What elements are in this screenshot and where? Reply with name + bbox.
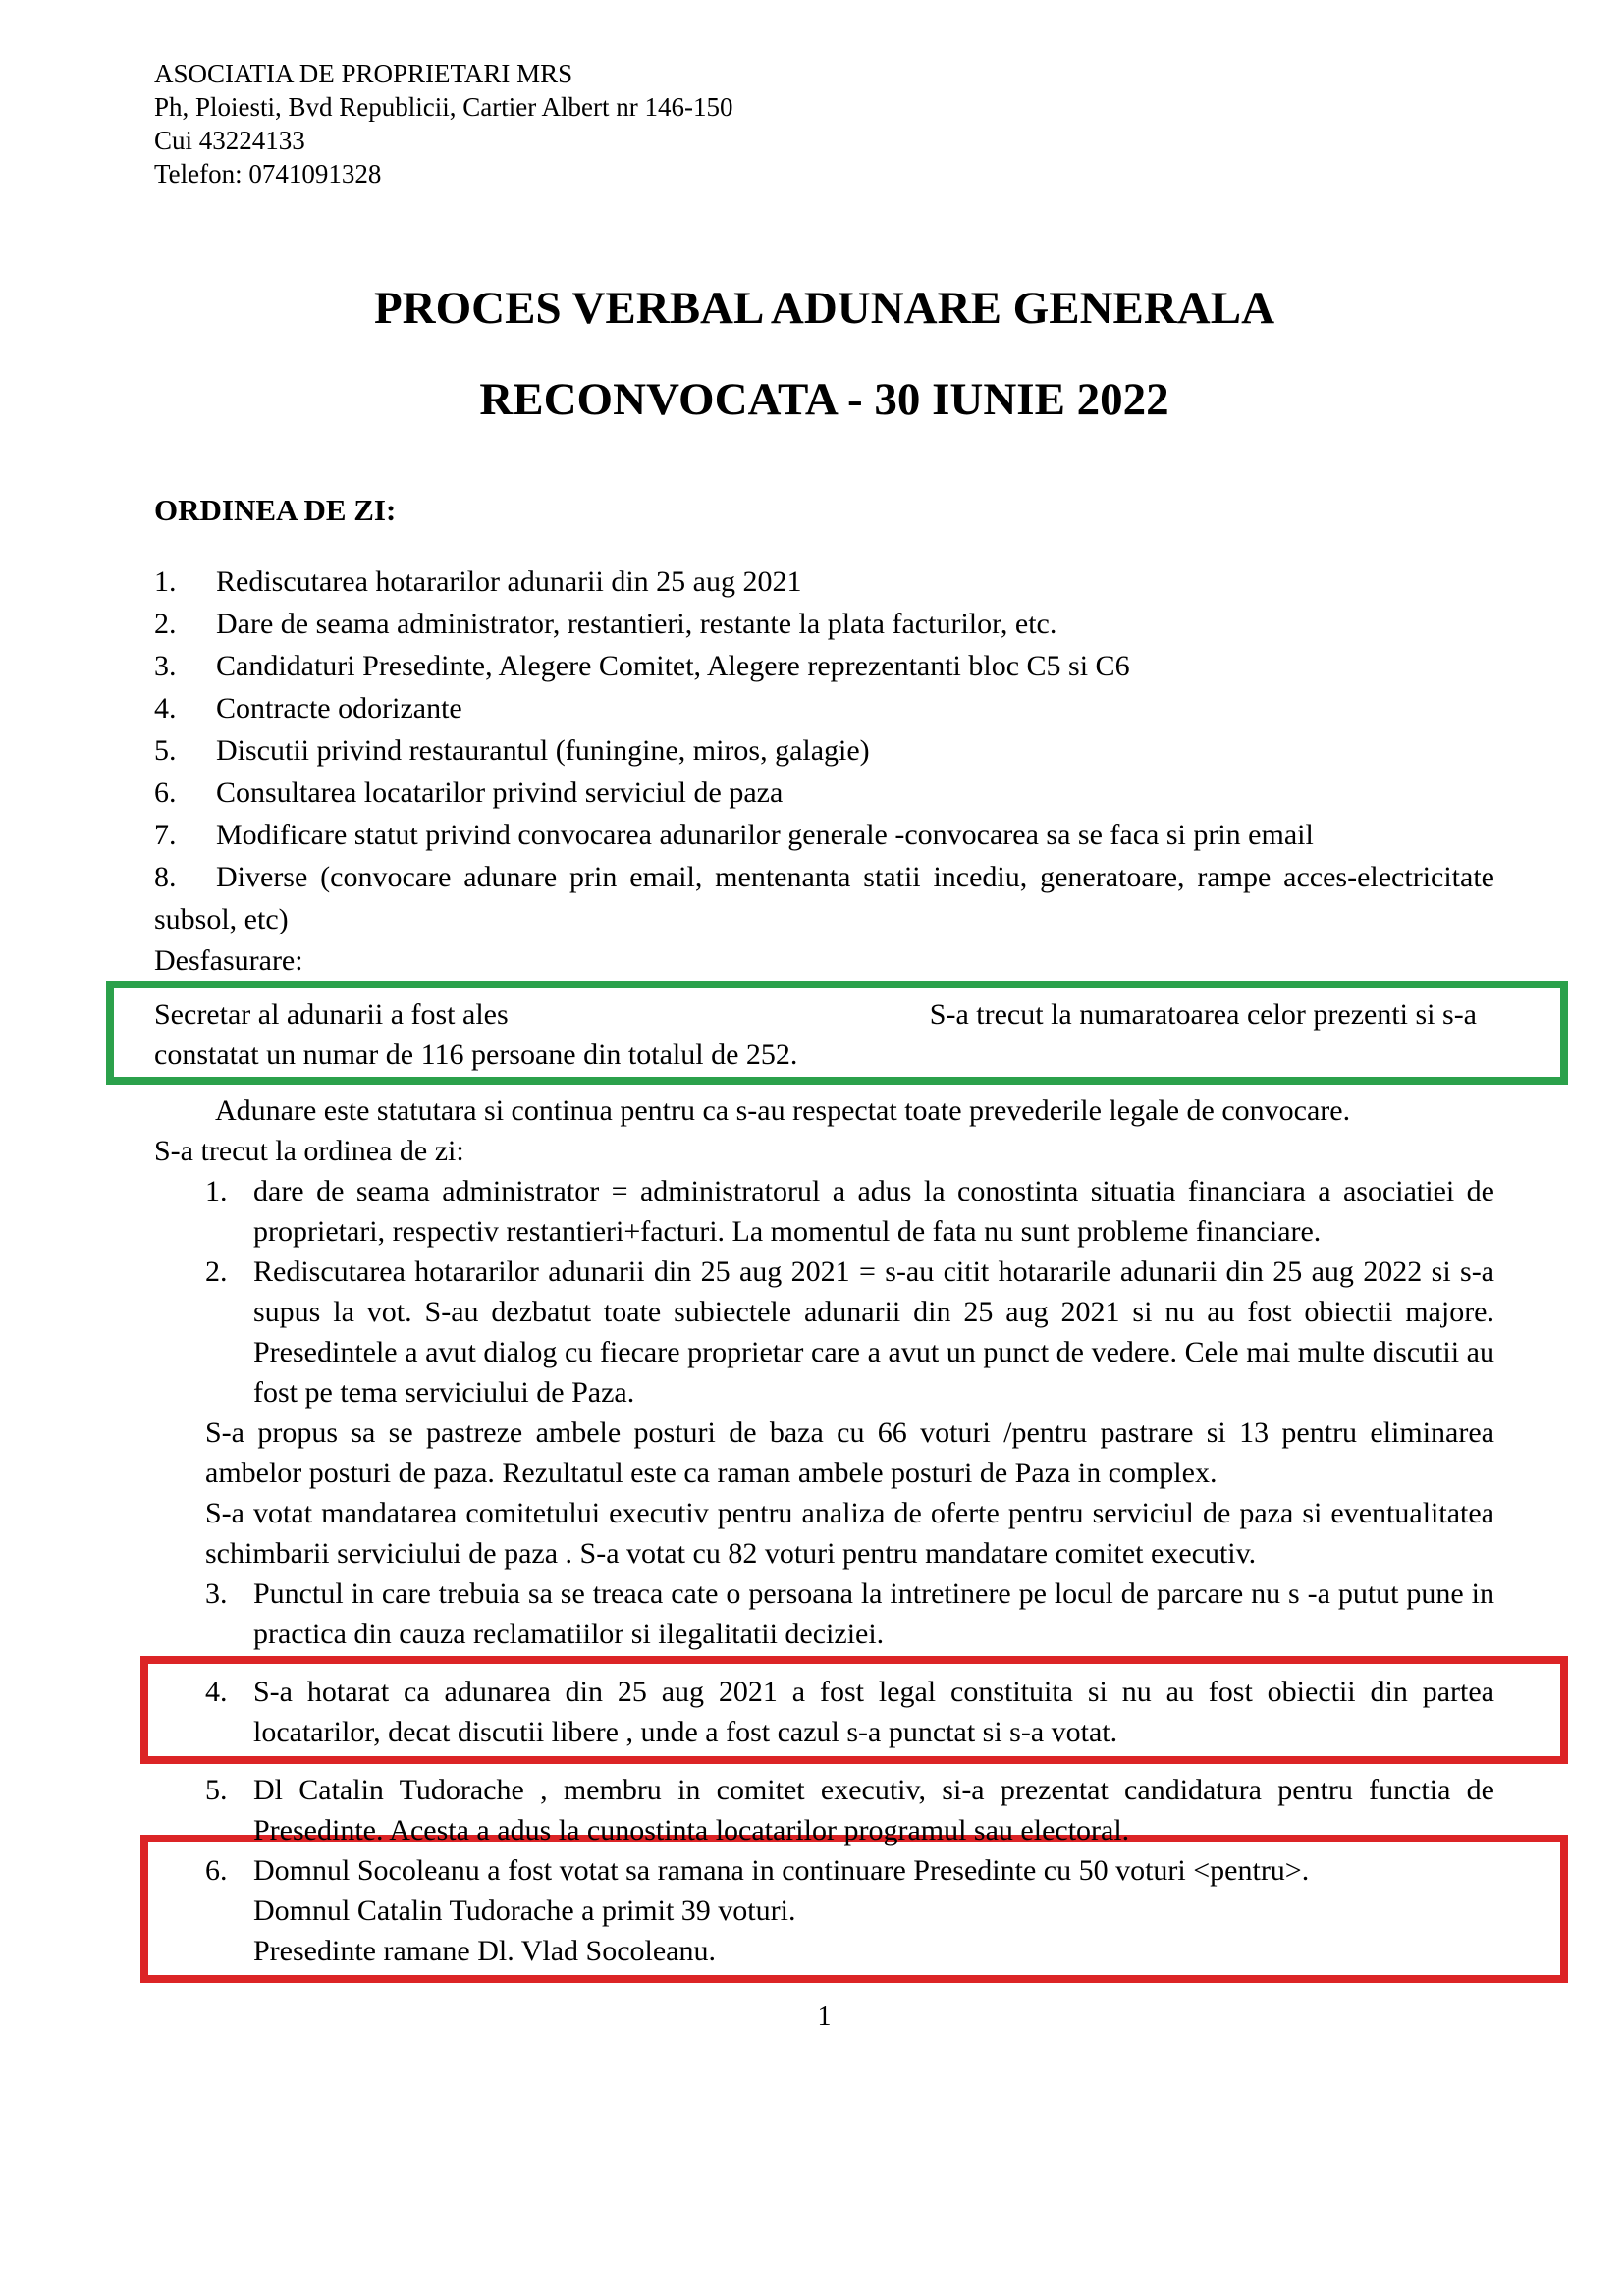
agenda-item xyxy=(154,814,1494,856)
point-text: Punctul in care trebuia sa se treaca cate o persoana la intretinere pe locul de parcare nu s -a putut pune in practica din cauza reclamatiilor si ilegalitatii deciziei. xyxy=(253,1577,1494,1650)
green-highlight-box xyxy=(106,981,1568,1085)
document-title xyxy=(154,281,1494,427)
agenda-item-text: Candidaturi Presedinte, Alegere Comitet, Alegere reprezentanti bloc C5 si C6 xyxy=(216,650,1130,682)
org-address: Ph, Ploiesti, Bvd Republicii, Cartier Albert nr 146-150 xyxy=(154,92,733,122)
agenda-item-text: Dare de seama administrator, restantieri, restante la plata facturilor, etc. xyxy=(216,608,1057,640)
statutory-paragraph: Adunare este statutara si continua pentru ca s-au respectat toate prevederile legale de convocare. xyxy=(215,1095,1351,1127)
point-number: 3. xyxy=(205,1577,228,1610)
attendance-count-text: S-a trecut la numaratoarea celor prezenti si s-a xyxy=(929,998,1477,1031)
attendance-total-text: constatat un numar de 116 persoane din totalul de 252. xyxy=(154,1039,798,1071)
title-line-1: PROCES VERBAL ADUNARE GENERALA xyxy=(373,283,1275,334)
agenda-item-number: 8. xyxy=(154,861,177,893)
green-box-line-1 xyxy=(154,994,1477,1035)
agenda-heading: ORDINEA DE ZI: xyxy=(154,493,397,527)
agenda-item-number: 3. xyxy=(154,650,177,682)
minutes-point xyxy=(205,1574,1494,1654)
agenda-transition-line: S-a trecut la ordinea de zi: xyxy=(154,1135,464,1167)
point-continuation: Presedinte ramane Dl. Vlad Socoleanu. xyxy=(253,1935,716,1967)
minutes-point xyxy=(205,1672,1494,1752)
point-text: Dl Catalin Tudorache , membru in comitet executiv, si-a prezentat candidatura pentru functia de Presedinte. Acesta a adus la cunostinta locatarilor programul sau electoral. xyxy=(253,1774,1494,1846)
agenda-item xyxy=(154,856,1494,940)
agenda-item xyxy=(154,687,1494,729)
point-number: 6. xyxy=(205,1854,228,1887)
red-highlight-box-2 xyxy=(140,1835,1568,1983)
agenda-item xyxy=(154,603,1494,645)
agenda-item-text: Discutii privind restaurantul (funingine, miros, galagie) xyxy=(216,734,870,767)
agenda-item-text: Modificare statut privind convocarea adunarilor generale -convocarea sa se faca si prin email xyxy=(216,819,1314,851)
minutes-point xyxy=(205,1252,1494,1413)
minutes-point xyxy=(205,1770,1494,1850)
secretary-elected-text: Secretar al adunarii a fost ales xyxy=(154,998,509,1031)
org-cui: Cui 43224133 xyxy=(154,126,305,155)
org-name: ASOCIATIA DE PROPRIETARI MRS xyxy=(154,59,573,88)
agenda-item-text: Diverse (convocare adunare prin email, mentenanta statii incediu, generatoare, rampe acces-electricitate subsol, etc) xyxy=(154,861,1494,935)
agenda-item-number: 7. xyxy=(154,819,177,851)
guard-posts-vote-paragraph: S-a propus sa se pastreze ambele posturi de baza cu 66 voturi /pentru pastrare si 13 pentru eliminarea ambelor posturi de paza. Rezultatul este ca raman ambele posturi de Paza in complex. xyxy=(205,1416,1494,1489)
agenda-item xyxy=(154,645,1494,687)
agenda-item-number: 1. xyxy=(154,565,177,598)
agenda-item xyxy=(154,772,1494,814)
point-number: 4. xyxy=(205,1676,228,1708)
page-number: 1 xyxy=(817,2002,832,2032)
point-number: 5. xyxy=(205,1774,228,1806)
agenda-list xyxy=(154,561,1494,940)
agenda-item-number: 2. xyxy=(154,608,177,640)
desfasurare-label: Desfasurare: xyxy=(154,944,303,977)
agenda-item xyxy=(154,729,1494,772)
agenda-item-number: 4. xyxy=(154,692,177,724)
org-phone: Telefon: 0741091328 xyxy=(154,159,382,188)
point-number: 2. xyxy=(205,1255,228,1288)
committee-mandate-paragraph: S-a votat mandatarea comitetului executiv pentru analiza de oferte pentru serviciul de paza si eventualitatea schimbarii serviciului de paza . S-a votat cu 82 voturi pentru mandatare comitet executiv. xyxy=(205,1497,1494,1570)
minutes-point xyxy=(205,1850,1494,1891)
letterhead xyxy=(154,57,1494,190)
point-text: Rediscutarea hotararilor adunarii din 25 aug 2021 = s-au citit hotararile adunarii din 25 aug 2022 si s-a supus la vot. S-au dezbatut toate subiectele adunarii din 25 aug 2021 si nu au fost obiectii majore. Presedintele a avut dialog cu fiecare proprietar care a avut un punct de vedere. Cele mai multe discutii au fost pe tema serviciului de Paza. xyxy=(253,1255,1494,1409)
point-text: Domnul Socoleanu a fost votat sa ramana in continuare Presedinte cu 50 voturi <pentru>. xyxy=(253,1854,1310,1887)
agenda-item-text: Consultarea locatarilor privind serviciul de paza xyxy=(216,776,784,809)
point-text: S-a hotarat ca adunarea din 25 aug 2021 a fost legal constituita si nu au fost obiectii din partea locatarilor, decat discutii libere , unde a fost cazul s-a punctat si s-a votat. xyxy=(253,1676,1494,1748)
point-text: dare de seama administrator = administratorul a adus la conostinta situatia financiara a asociatiei de proprietari, respectiv restantieri+facturi. La momentul de fata nu sunt probleme financiare. xyxy=(253,1175,1494,1248)
point-continuation: Domnul Catalin Tudorache a primit 39 voturi. xyxy=(253,1895,796,1927)
agenda-item xyxy=(154,561,1494,603)
point-number: 1. xyxy=(205,1175,228,1207)
agenda-item-number: 5. xyxy=(154,734,177,767)
agenda-item-text: Contracte odorizante xyxy=(216,692,462,724)
minutes-body xyxy=(154,940,1494,2037)
minutes-point xyxy=(205,1171,1494,1252)
red-highlight-box-1 xyxy=(140,1656,1568,1764)
agenda-item-text: Rediscutarea hotararilor adunarii din 25 aug 2021 xyxy=(216,565,802,598)
agenda-item-number: 6. xyxy=(154,776,177,809)
title-line-2: RECONVOCATA - 30 IUNIE 2022 xyxy=(479,374,1169,425)
